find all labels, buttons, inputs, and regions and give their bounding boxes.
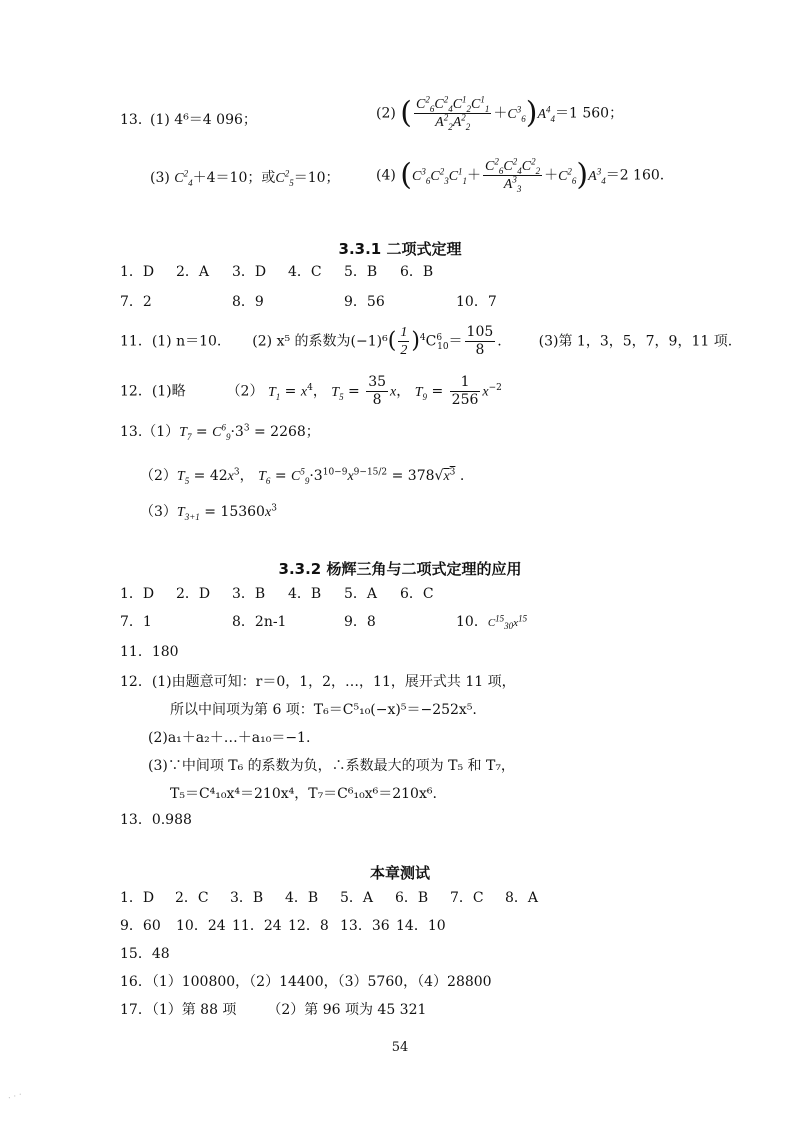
sec2-ans-3: 3．B (232, 586, 266, 602)
sec3-ans-2: 2．C (175, 890, 209, 906)
sec1-q11-end: . (497, 333, 502, 350)
sec2-ans-10: 10．$C^{15}_{30}x^{15}$ (456, 613, 528, 632)
q13-top-part3-label: (3) (150, 170, 170, 186)
sec1-q11-denominator: 8 (475, 342, 485, 358)
sec2-q12-line2: 所以中间项为第 6 项：T₆＝C⁵₁₀(−x)⁵＝−252x⁵. (170, 702, 477, 718)
section-heading-3-3-1: 3.3.1 二项式定理 (338, 240, 462, 258)
sec3-ans-8: 8．A (505, 890, 539, 906)
sec1-ans-1: 1．D (120, 264, 155, 280)
sec2-ans-6: 6．C (400, 586, 434, 602)
sec1-ans-9: 9．56 (344, 294, 385, 310)
sec2-q12-line4: (3)∵中间项 T₆ 的系数为负，∴系数最大的项为 T₅ 和 T₇， (148, 758, 515, 774)
sec1-q11-part3: (3)第 1，3，5，7，9，11 项. (538, 333, 733, 350)
sec1-q12-part2-label: （2） (226, 383, 264, 400)
sec3-ans-9: 9．60 (120, 918, 161, 934)
page-number: 54 (391, 1040, 409, 1055)
sec1-ans-8: 8．9 (232, 294, 264, 310)
sec2-ans-4: 4．B (288, 586, 322, 602)
sec2-q12-line1: 12．(1)由题意可知：r＝0，1，2，…，11，展开式共 11 项， (120, 674, 516, 690)
q13-top-part2-label: (2) (376, 105, 396, 122)
sec1-q11-binom: C (425, 333, 437, 350)
q13-top-part2-result: ＝1 560； (555, 105, 624, 122)
section-heading-chapter-test: 本章测试 (369, 864, 430, 882)
sec1-ans-3: 3．D (232, 264, 267, 280)
q13-top-num: 13． (120, 112, 152, 128)
sec2-ans-9: 9．8 (344, 614, 376, 630)
sec3-ans-4: 4．B (285, 890, 319, 906)
sec3-q16: 16．（1）100800，（2）14400，（3）5760，（4）28800 (120, 974, 492, 990)
sec1-q11-numerator: 105 (466, 324, 494, 340)
sec2-ans-7: 7．1 (120, 614, 152, 630)
sec1-ans-2: 2．A (176, 264, 210, 280)
sec1-ans-4: 4．C (288, 264, 322, 280)
scan-mark: · · · (6, 1090, 24, 1104)
sec2-ans-1: 1．D (120, 586, 155, 602)
q13-top-part4: (4) ($C^3_6C^2_3C^1_1+$ $\frac{C^2_6C^2_4C^2_2}{A^3_3}$ $+C^2_6)A^3_4=2$ 160. (376, 156, 665, 194)
sec1-ans-6: 6．B (400, 264, 434, 280)
sec1-q13-part3-label: （3） (140, 504, 177, 520)
sec3-ans-12: 12．8 (288, 918, 329, 934)
sec3-ans-14: 14．10 (396, 918, 446, 934)
sec1-ans-7: 7．2 (120, 294, 152, 310)
sec3-ans-5: 5．A (340, 890, 374, 906)
sec1-q11-part2: (2) x⁵ 的系数为(−1)⁶ (252, 333, 388, 350)
sec2-q11: 11．180 (120, 644, 179, 660)
q13-top-part3-text: ＋4＝10；或 (192, 170, 276, 186)
q13-top-part3: (3) $C^2_4+4=10$；或$C^2_5=10$； (150, 168, 340, 188)
sec2-ans-5: 5．A (344, 586, 378, 602)
sec3-q17-part2: （2）第 96 项为 45 321 (267, 1002, 427, 1018)
sec3-ans-11: 11．24 (232, 918, 282, 934)
sec3-q17-part1: 17．（1）第 88 项 (120, 1002, 237, 1018)
sec2-q12-line3: (2)a₁＋a₂＋…＋a₁₀＝−1. (148, 730, 311, 746)
sec1-q11: 11．(1) n＝10. (2) x⁵ 的系数为(−1)⁶( $\frac{1}{2}$ )$^4C^6_{10}=$ $\frac{105}{8}$ . (3)第 1，3，5，7，9，11 项. (120, 324, 733, 358)
sec1-q13-part2: $(2)T_5 = 42x^3$， $T_6 = C^5_9\cdot 3^{10-9}x^{9-15/2} = 378√x^3$ . (140, 466, 465, 486)
q13-top-part4-result: ＝2 160. (605, 167, 665, 184)
sec1-q13-part2-label: （2） (140, 468, 177, 484)
sec1-q11-part1: 11．(1) n＝10. (120, 333, 222, 350)
q13-top-part4-label: (4) (376, 167, 396, 184)
sec1-q13-part1: $13.(1)T_7 = C^6_9\cdot 3^3 = 2268$； (120, 422, 320, 442)
sec1-q12-part1: 12．(1)略 (120, 383, 186, 400)
sec3-q15: 15．48 (120, 946, 170, 962)
sec1-q13-part1-label: 13.（1） (120, 424, 180, 440)
q13-top-part2: (2) ( $\frac{C^2_6C^2_4C^1_2C^1_1}{A^2_2A^2_2}$ $+C^3_6)A^4_4=1$ 560； (376, 94, 624, 132)
sec2-q13: 13．0.988 (120, 812, 192, 828)
sec1-q13-part3: $(3)T_{3+1} = 15360x^3$ (140, 503, 277, 522)
section-heading-3-3-2: 3.3.2 杨辉三角与二项式定理的应用 (278, 560, 522, 578)
sec3-ans-1: 1．D (120, 890, 155, 906)
sec3-ans-13: 13．36 (340, 918, 390, 934)
sec2-ans-10-label: 10． (456, 614, 488, 630)
sec2-ans-8: 8．2n-1 (232, 614, 287, 630)
q13-top-part3-end: ＝10； (293, 170, 340, 186)
sec3-ans-6: 6．B (395, 890, 429, 906)
sec3-ans-3: 3．B (230, 890, 264, 906)
sec1-ans-5: 5．B (344, 264, 378, 280)
sec3-ans-10: 10．24 (176, 918, 226, 934)
sec2-ans-2: 2．D (176, 586, 211, 602)
sec3-q17 (120, 1002, 426, 1018)
q13-top-part1: (1) 4⁶＝4 096； (150, 112, 257, 128)
sec3-ans-7: 7．C (450, 890, 484, 906)
sec2-q12-line5: T₅＝C⁴₁₀x⁴＝210x⁴，T₇＝C⁶₁₀x⁶＝210x⁶. (170, 786, 437, 802)
sec1-q12: 12．(1)略 （2） $T_1 = x^4$， $T_5$ = $\frac{35}{8}$ x， $T_9$ = $\frac{1}{256}$ $x^{-2}$ (120, 374, 502, 408)
sec1-ans-10: 10．7 (456, 294, 497, 310)
sec1-q11-eq: ＝ (448, 333, 463, 350)
